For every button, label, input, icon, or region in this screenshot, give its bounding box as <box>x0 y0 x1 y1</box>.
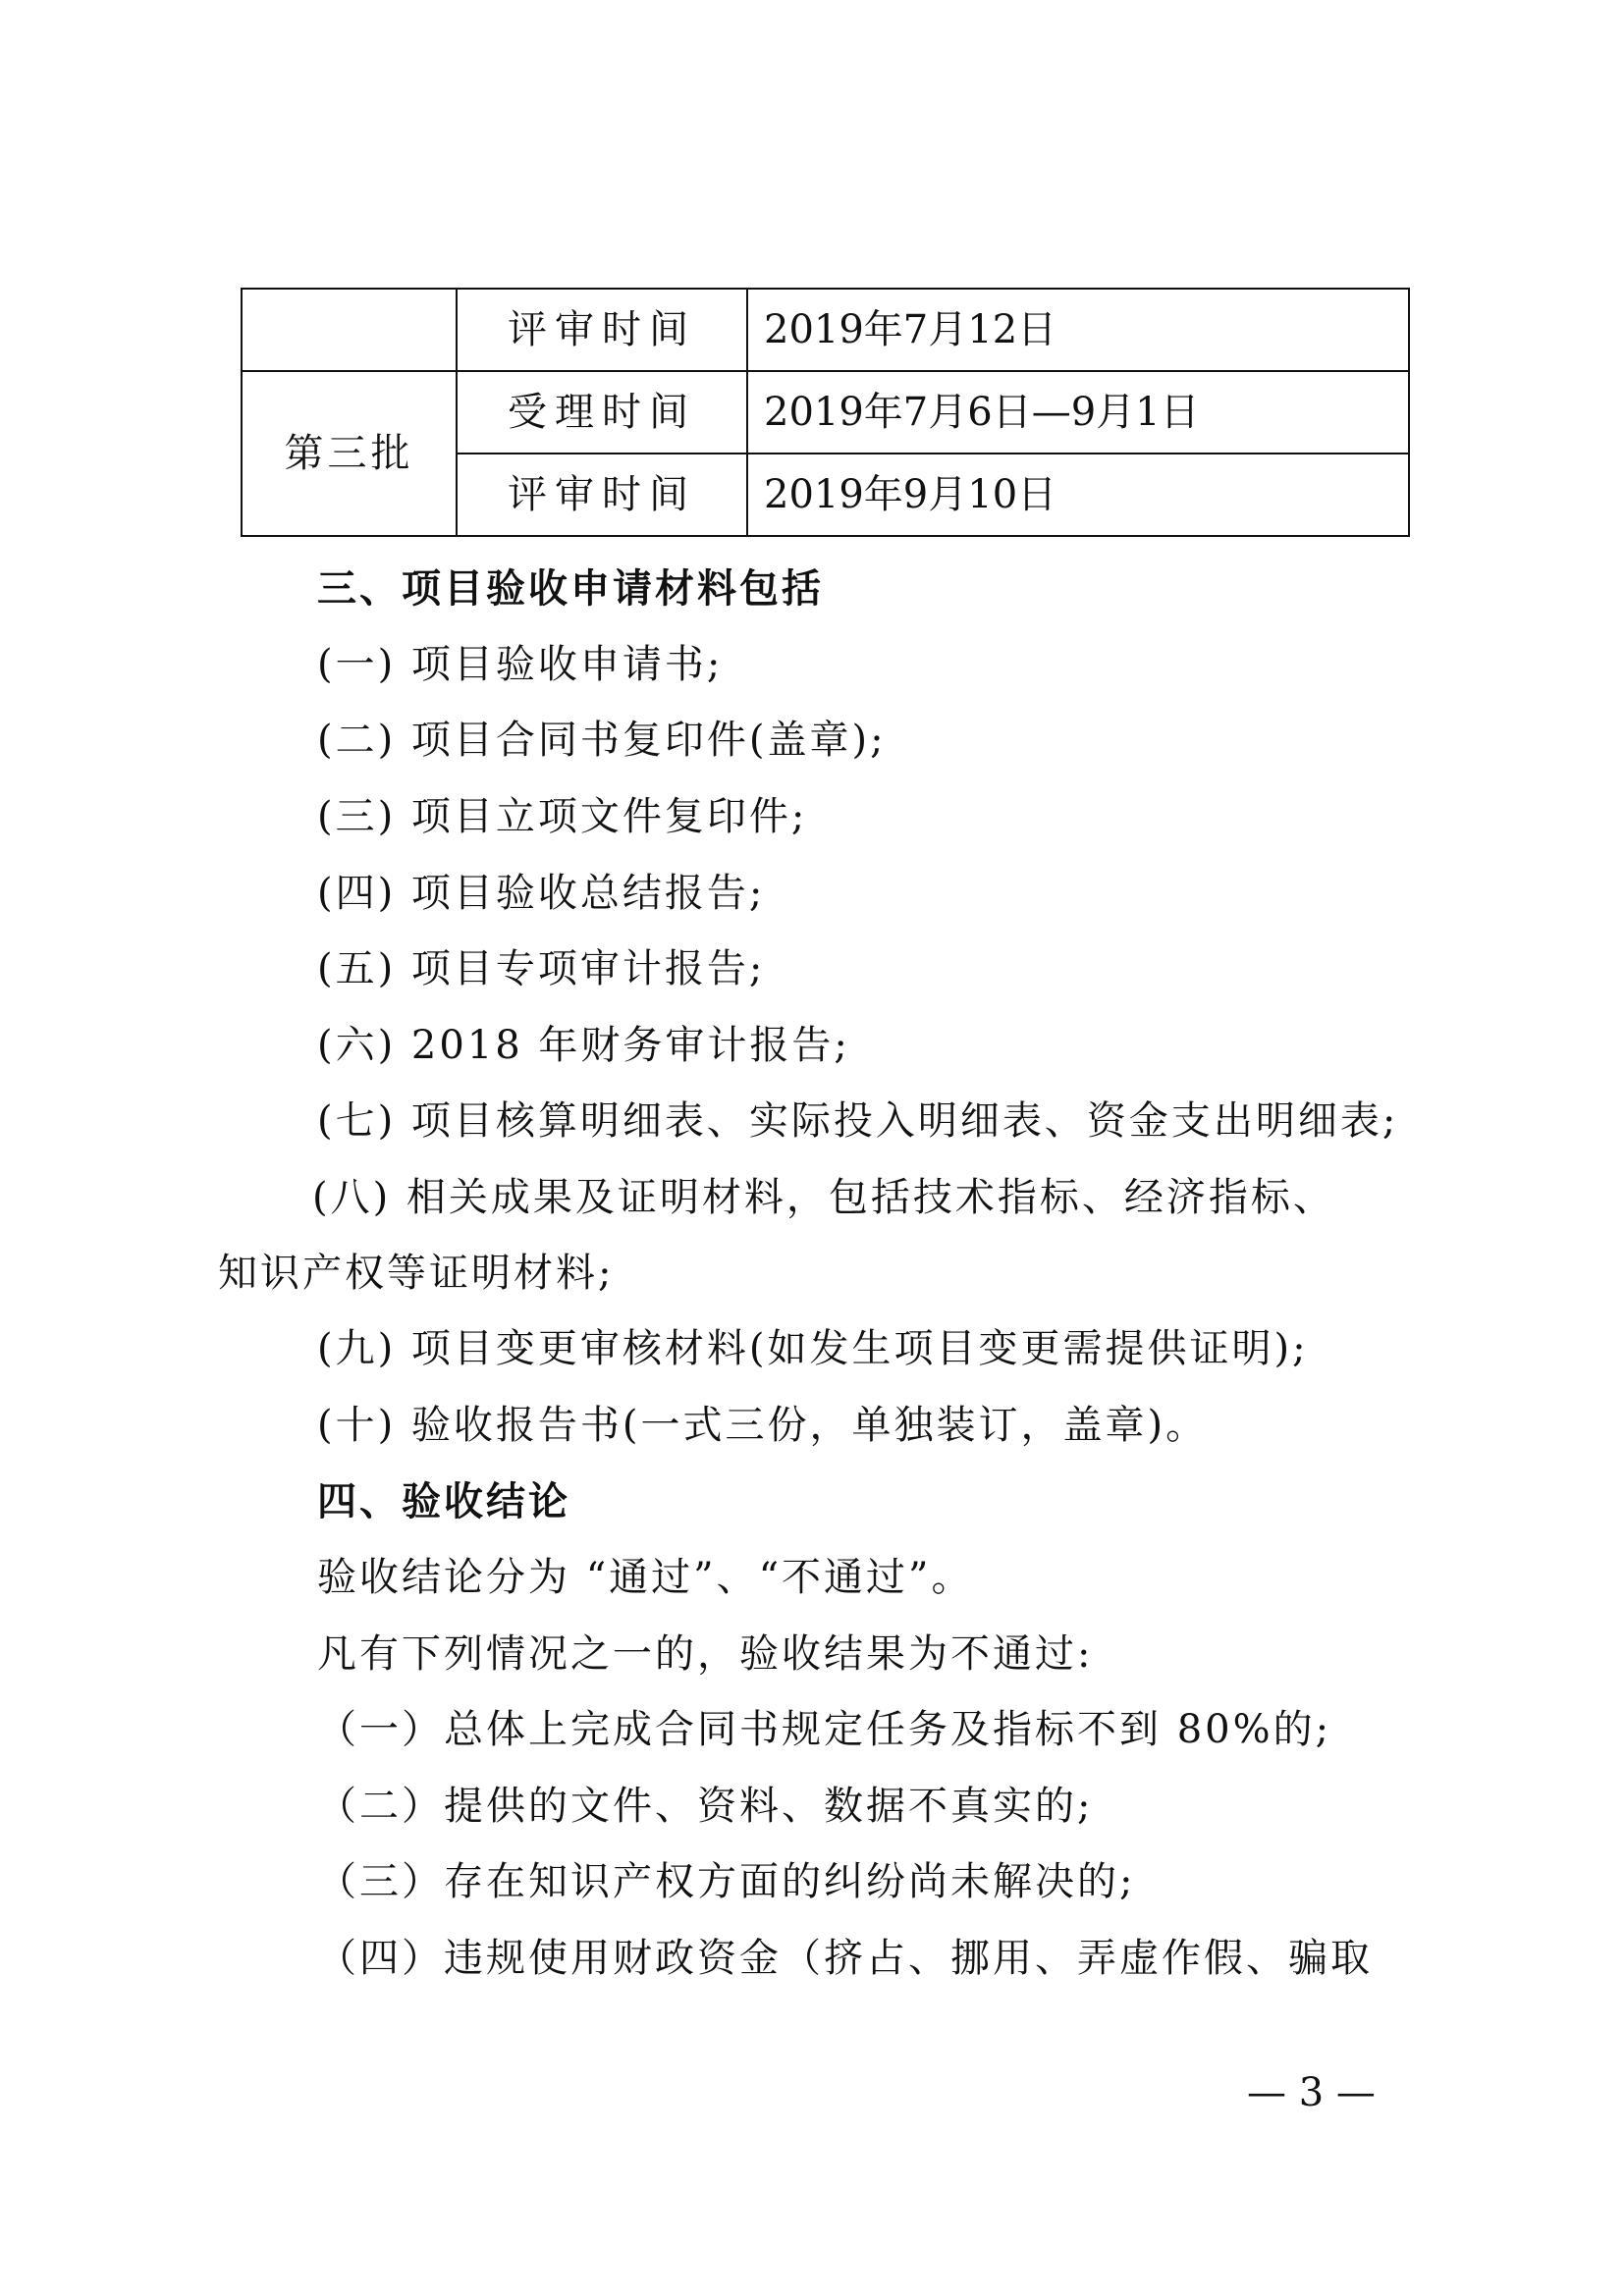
section4-heading: 四、验收结论 <box>317 1479 570 1524</box>
list-item: (五) 项目专项审计报告; <box>317 946 766 991</box>
list-item: （一）总体上完成合同书规定任务及指标不到 80%的; <box>317 1707 1332 1752</box>
section4-intro: 验收结论分为 “通过”、“不通过”。 <box>317 1555 974 1600</box>
list-item: (八) 相关成果及证明材料，包括技术指标、经济指标、 <box>312 1175 1335 1220</box>
section4-condition: 凡有下列情况之一的，验收结果为不通过: <box>317 1631 1094 1677</box>
list-item: （三）存在知识产权方面的纠纷尚未解决的; <box>317 1859 1136 1904</box>
section3-heading: 三、项目验收申请材料包括 <box>317 566 824 612</box>
list-item: （二）提供的文件、资料、数据不真实的; <box>317 1784 1094 1829</box>
list-item: （四）违规使用财政资金（挤占、挪用、弄虚作假、骗取 <box>317 1936 1373 1981</box>
date-cell: 2019年9月10日 <box>747 454 1409 536</box>
batch-cell <box>242 289 457 371</box>
batch-cell: 第三批 <box>242 371 457 536</box>
table-row <box>242 289 1409 371</box>
list-item: (四) 项目验收总结报告; <box>317 871 766 916</box>
schedule-table <box>241 288 1410 537</box>
list-item: (二) 项目合同书复印件(盖章); <box>317 718 887 763</box>
table-row <box>242 371 1409 454</box>
list-item: (九) 项目变更审核材料(如发生项目变更需提供证明); <box>317 1326 1309 1371</box>
date-cell: 2019年7月6日—9月1日 <box>747 371 1409 454</box>
list-item: (七) 项目核算明细表、实际投入明细表、资金支出明细表; <box>317 1098 1399 1144</box>
item-cell: 评审时间 <box>457 289 747 371</box>
item-cell: 评审时间 <box>457 454 747 536</box>
date-cell: 2019年7月12日 <box>747 289 1409 371</box>
page-number: — 3 — <box>1247 2070 1376 2115</box>
list-item: (六) 2018 年财务审计报告; <box>317 1023 850 1068</box>
list-item: (三) 项目立项文件复印件; <box>317 794 808 839</box>
list-item: (十) 验收报告书(一式三份，单独装订，盖章)。 <box>317 1403 1209 1448</box>
item-cell: 受理时间 <box>457 371 747 454</box>
list-item-continuation: 知识产权等证明材料; <box>218 1251 615 1296</box>
list-item: (一) 项目验收申请书; <box>317 642 724 687</box>
